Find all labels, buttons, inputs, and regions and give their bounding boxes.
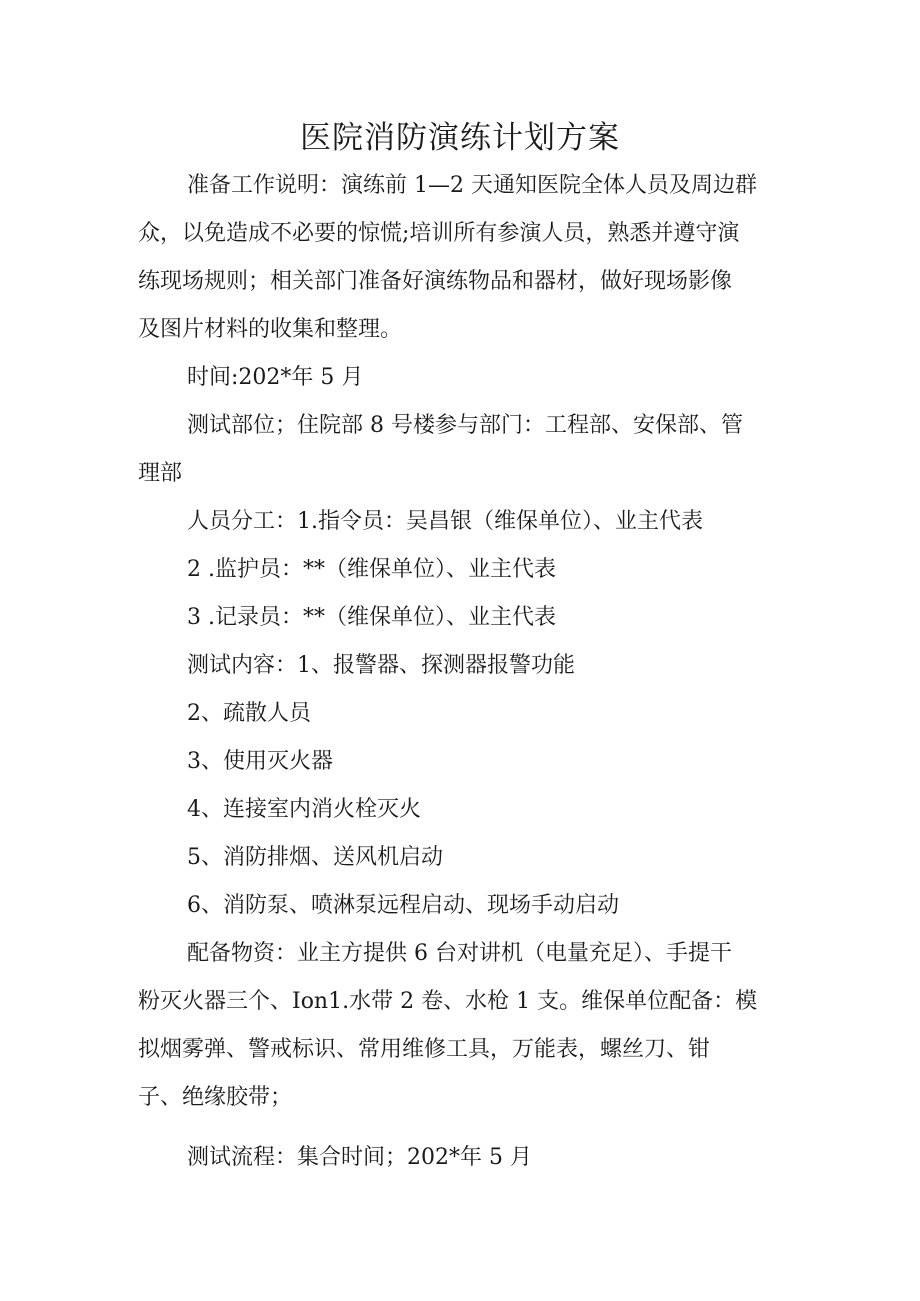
test-content-line-5: 5、消防排烟、送风机启动 bbox=[187, 845, 443, 870]
document-body bbox=[138, 162, 788, 1182]
staff-line-3: 3 .记录员：**（维保单位）、业主代表 bbox=[187, 605, 556, 630]
time-line: 时间:202*年 5 月 bbox=[187, 365, 364, 390]
staff-line-1: 人员分工：1.指令员：吴昌银（维保单位）、业主代表 bbox=[187, 509, 703, 534]
test-content-line-6: 6、消防泵、喷淋泵远程启动、现场手动启动 bbox=[187, 893, 619, 918]
staff-line-2: 2 .监护员：**（维保单位）、业主代表 bbox=[187, 557, 556, 582]
prep-line-1: 准备工作说明：演练前 1—2 天通知医院全体人员及周边群 bbox=[187, 173, 757, 198]
prep-line-3: 练现场规则；相关部门准备好演练物品和器材，做好现场影像 bbox=[138, 269, 733, 294]
test-content-line-2: 2、疏散人员 bbox=[187, 701, 311, 726]
prep-line-4: 及图片材料的收集和整理。 bbox=[138, 317, 403, 342]
prep-line-2: 众，以免造成不必要的惊慌;培训所有参演人员，熟悉并遵守演 bbox=[138, 221, 740, 246]
supplies-line-1: 配备物资：业主方提供 6 台对讲机（电量充足）、手提干 bbox=[187, 941, 732, 966]
supplies-line-2: 粉灭火器三个、Ion1.水带 2 卷、水枪 1 支。维保单位配备：模 bbox=[138, 989, 758, 1014]
test-content-line-3: 3、使用灭火器 bbox=[187, 749, 333, 774]
document-title: 医院消防演练计划方案 bbox=[300, 120, 620, 156]
location-line-1: 测试部位；住院部 8 号楼参与部门：工程部、安保部、管 bbox=[187, 413, 743, 438]
test-content-line-1: 测试内容：1、报警器、探测器报警功能 bbox=[187, 653, 575, 678]
supplies-line-3: 拟烟雾弹、警戒标识、常用维修工具，万能表，螺丝刀、钳 bbox=[138, 1037, 711, 1062]
location-line-2: 理部 bbox=[138, 461, 183, 486]
supplies-line-4: 子、绝缘胶带； bbox=[138, 1085, 293, 1110]
test-content-line-4: 4、连接室内消火栓灭火 bbox=[187, 797, 421, 822]
process-line: 测试流程：集合时间；202*年 5 月 bbox=[187, 1145, 532, 1170]
